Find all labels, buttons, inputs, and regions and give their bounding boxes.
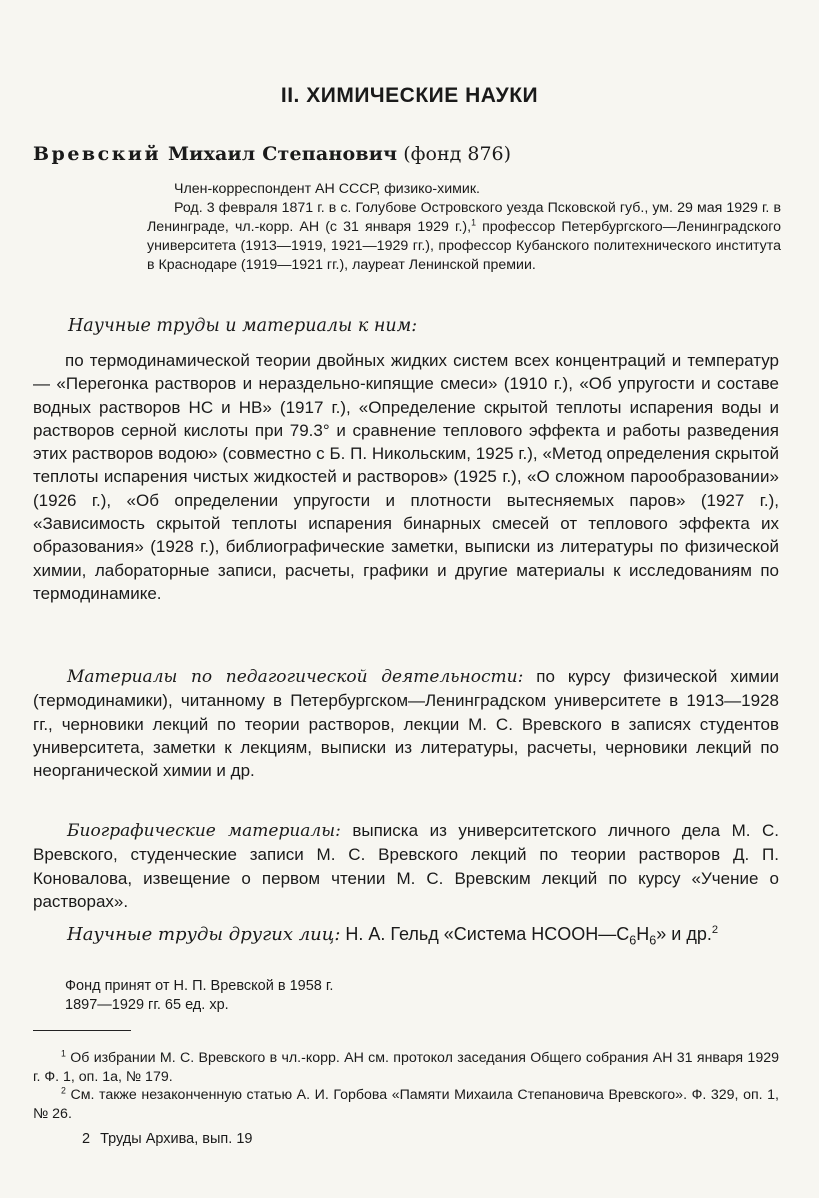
bio-details-b: профессор Петербургского—Ленинградского университета (1913—1919, 1921—1929 гг.), профессор Кубанского политехнического института в Краснодаре (1919—1921 гг.), лауреат Ленинской премии. <box>147 219 782 273</box>
footnote-1-mark: 1 <box>61 1048 66 1059</box>
footnote-ref-1: 1 <box>471 217 476 228</box>
works-text: по термодинамической теории двойных жидких систем всех концентраций и температур — «Перегонка растворов и нераздельно-кипящие смеси» (1910 г.), «Об упругости и составе водных растворов HC и HB» (1917 г.), «Определение скрытой теплоты испарения воды и растворов серной кислоты при 79.3° и сравнение теплового эффекта и работы разведения этих растворов водою» (совместно с Б. П. Никольским, 1925 г.), «Метод определения скрытой теплоты испарения чистых жидкостей и растворов» (1925 г.), «О сложном парообразовании» (1926 г.), «Об определении упругости и плотности вытесняемых паров» (1927 г.), «Зависимость скрытой теплоты испарения бинарных смесей от теплового эффекта их образования» (1928 г.), библиографические заметки, выписки из литературы по физической химии, лабораторные записи, расчеты, графики и другие материалы к исследованиям по термодинамике. <box>33 351 779 603</box>
others-works-text-b: H <box>636 924 650 944</box>
person-given-names: Михаил Степанович <box>167 143 398 165</box>
others-works-paragraph <box>33 922 779 947</box>
others-works-lead: Научные труды других лиц: <box>67 924 341 945</box>
works-heading: Научные труды и материалы к ним: <box>68 316 418 336</box>
footnote-1-text: Об избрании М. С. Вревского в чл.-корр. АН см. протокол заседания Общего собрания АН 31 января 1929 г. Ф. 1, оп. 1а, № 179. <box>33 1050 779 1085</box>
formula-subscript-2: 6 <box>649 933 657 948</box>
footnote-2 <box>33 1086 779 1123</box>
footnotes <box>33 1049 779 1123</box>
running-footer <box>82 1131 252 1147</box>
bio-details-a: Род. 3 февраля 1871 г. в с. Голубове Островского уезда Псковской губ., ум. 29 мая 1929 г. в Ленинграде, чл.-корр. АН (с 31 января 1929 г.), <box>147 200 781 235</box>
page-number: 2 <box>82 1131 91 1147</box>
acquisition-line-1: Фонд принят от Н. П. Вревской в 1958 г. <box>65 978 334 994</box>
pedagogical-paragraph <box>33 665 779 782</box>
bio-details <box>147 199 781 275</box>
acquisition-note <box>65 977 333 1015</box>
footnote-2-mark: 2 <box>61 1085 66 1096</box>
footnote-separator <box>33 1030 131 1031</box>
section-title: II. ХИМИЧЕСКИЕ НАУКИ <box>280 84 539 107</box>
bio-block <box>147 180 781 275</box>
biographical-paragraph <box>33 819 779 913</box>
fond-number: (фонд 876) <box>403 143 512 165</box>
formula-subscript-1: 6 <box>629 933 637 948</box>
bio-line-title: Член-корреспондент АН СССР, физико-химик. <box>174 181 480 197</box>
person-surname: Вревский <box>33 143 162 165</box>
footnote-2-text: См. также незаконченную статью А. И. Горбова «Памяти Михаила Степановича Вревского». Ф. 329, оп. 1, № 26. <box>33 1087 779 1122</box>
others-works-text-a: Н. А. Гельд «Система HCOOH—C <box>340 924 630 944</box>
person-name <box>33 143 397 165</box>
others-works-text-c: » и др. <box>656 924 712 944</box>
footnote-ref-2: 2 <box>711 924 719 936</box>
acquisition-line-2: 1897—1929 гг. 65 ед. хр. <box>65 997 229 1013</box>
works-paragraph <box>33 349 779 605</box>
publication-title: Труды Архива, вып. 19 <box>100 1131 253 1147</box>
pedagogical-text: по курсу физической химии (термодинамики), читанному в Петербургском—Ленинградском университете в 1913—1928 гг., черновики лекций по теории растворов, лекции М. С. Вревского в записях студентов университета, заметки к лекциям, выписки из литературы, расчеты, черновики лекций по неорганической химии и др. <box>33 667 779 781</box>
biographical-lead: Биографические материалы: <box>67 821 341 841</box>
pedagogical-lead: Материалы по педагогической деятельности: <box>67 667 524 687</box>
biographical-text: выписка из университетского личного дела М. С. Вревского, студенческие записи М. С. Вревского лекций по теории растворов Д. П. Коновалова, извещение о первом чтении М. С. Вревским лекций по курсу «Учение о растворах». <box>33 821 779 911</box>
footnote-1 <box>33 1049 779 1086</box>
person-heading <box>33 143 511 165</box>
